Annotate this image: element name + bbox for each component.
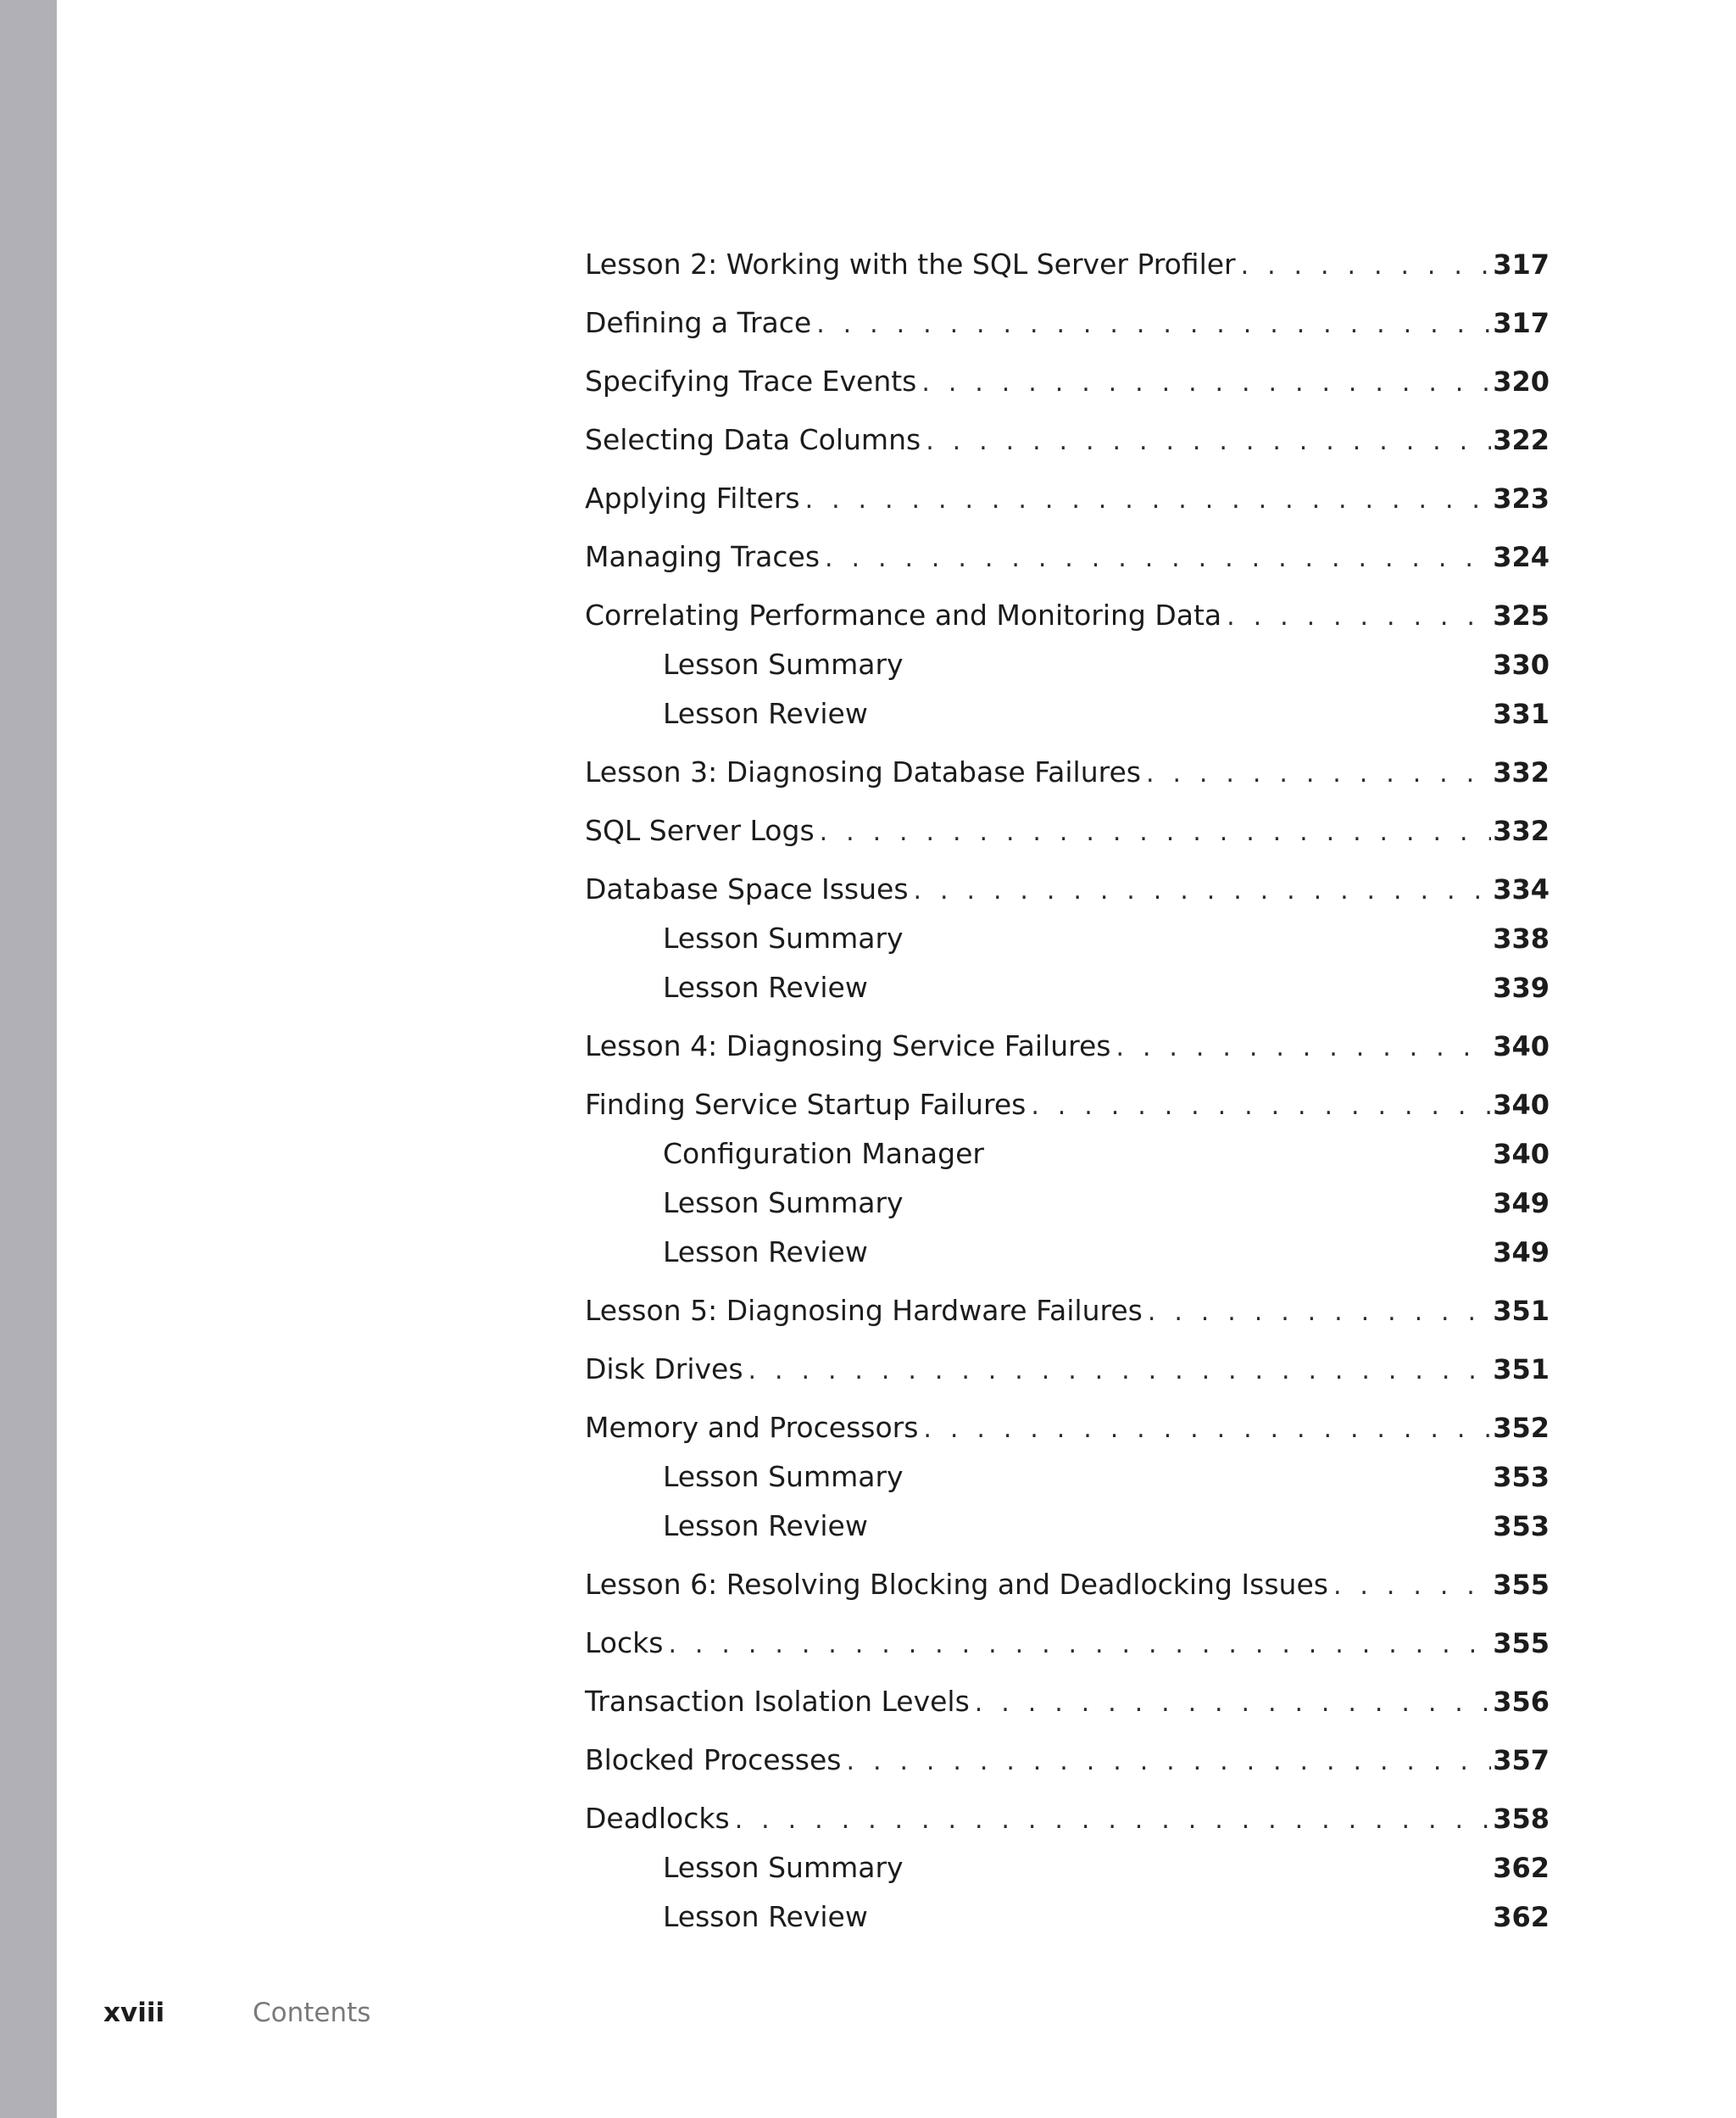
toc-entry-title: Memory and Processors bbox=[585, 1411, 919, 1444]
toc-entry-page: 317 bbox=[1493, 248, 1550, 281]
toc-entry-title: Lesson 5: Diagnosing Hardware Failures bbox=[585, 1294, 1143, 1327]
toc-entry-page: 353 bbox=[1493, 1510, 1550, 1542]
dot-leader bbox=[816, 308, 1491, 342]
toc-entry[interactable] bbox=[585, 1743, 1550, 1777]
toc-entry[interactable] bbox=[585, 1235, 1550, 1269]
toc-entry[interactable] bbox=[585, 814, 1550, 848]
toc-entry-page: 330 bbox=[1493, 649, 1550, 681]
toc-entry-title: Lesson Review bbox=[663, 697, 868, 730]
toc-entry-title: Lesson Review bbox=[663, 1235, 868, 1268]
toc-entry-title: Database Space Issues bbox=[585, 872, 909, 906]
toc-entry[interactable] bbox=[585, 1802, 1550, 1836]
dot-leader bbox=[748, 1354, 1492, 1388]
toc-entry-page: 362 bbox=[1493, 1852, 1550, 1884]
toc-entry-title: Lesson 4: Diagnosing Service Failures bbox=[585, 1029, 1111, 1062]
toc-entry-page: 320 bbox=[1493, 365, 1550, 398]
toc-entry-title: Lesson Summary bbox=[663, 1460, 904, 1493]
toc-entry-page: 324 bbox=[1493, 541, 1550, 573]
toc-entry-page: 331 bbox=[1493, 698, 1550, 730]
toc-entry-page: 340 bbox=[1493, 1089, 1550, 1121]
toc-entry[interactable] bbox=[585, 1294, 1550, 1328]
footer-section-label: Contents bbox=[253, 1998, 371, 2028]
toc-entry-page: 322 bbox=[1493, 424, 1550, 456]
toc-entry-title: Managing Traces bbox=[585, 540, 821, 573]
toc-entry-title: Defining a Trace bbox=[585, 306, 812, 339]
toc-entry[interactable] bbox=[585, 599, 1550, 633]
toc-entry-page: 355 bbox=[1493, 1627, 1550, 1659]
dot-leader bbox=[668, 1628, 1491, 1662]
toc-entry[interactable] bbox=[585, 648, 1550, 682]
toc-entry[interactable] bbox=[585, 922, 1550, 956]
toc-entry[interactable] bbox=[585, 482, 1550, 516]
toc-entry[interactable] bbox=[585, 423, 1550, 457]
toc-entry-title: Lesson Summary bbox=[663, 648, 904, 681]
toc-entry[interactable] bbox=[585, 697, 1550, 731]
dot-leader bbox=[805, 483, 1492, 517]
toc-entry-title: Applying Filters bbox=[585, 482, 800, 515]
footer-page-number: xviii bbox=[103, 1998, 165, 2028]
toc-entry[interactable] bbox=[585, 1352, 1550, 1386]
dot-leader bbox=[1227, 600, 1491, 634]
toc-entry-page: 323 bbox=[1493, 482, 1550, 515]
toc-entry[interactable] bbox=[585, 1460, 1550, 1494]
toc-entry[interactable] bbox=[585, 1626, 1550, 1660]
dot-leader bbox=[735, 1803, 1492, 1837]
toc-entry-page: 355 bbox=[1493, 1569, 1550, 1601]
toc-entry[interactable] bbox=[585, 1685, 1550, 1719]
toc-entry-page: 340 bbox=[1493, 1030, 1550, 1062]
toc-entry-page: 351 bbox=[1493, 1353, 1550, 1385]
toc-entry-title: SQL Server Logs bbox=[585, 814, 815, 847]
toc-entry-page: 358 bbox=[1493, 1803, 1550, 1835]
toc-entry-page: 362 bbox=[1493, 1901, 1550, 1933]
toc-entry[interactable] bbox=[585, 1568, 1550, 1602]
toc-entry-page: 317 bbox=[1493, 307, 1550, 339]
left-margin-band bbox=[0, 0, 57, 2118]
toc-entry[interactable] bbox=[585, 971, 1550, 1005]
toc-entry[interactable] bbox=[585, 1509, 1550, 1543]
dot-leader bbox=[1333, 1569, 1491, 1603]
toc-entry-page: 334 bbox=[1493, 873, 1550, 906]
toc-entry-title: Lesson Review bbox=[663, 1900, 868, 1933]
toc-entry-title: Disk Drives bbox=[585, 1352, 743, 1385]
toc-entry-title: Lesson Summary bbox=[663, 1851, 904, 1884]
toc-entry-title: Lesson Summary bbox=[663, 1186, 904, 1219]
toc-entry-page: 349 bbox=[1493, 1187, 1550, 1219]
dot-leader bbox=[921, 366, 1491, 400]
toc-entry-page: 352 bbox=[1493, 1412, 1550, 1444]
dot-leader bbox=[975, 1686, 1491, 1720]
dot-leader bbox=[820, 816, 1492, 850]
toc-entry-page: 339 bbox=[1493, 972, 1550, 1004]
toc-entry-title: Deadlocks bbox=[585, 1802, 730, 1835]
toc-entry-page: 357 bbox=[1493, 1744, 1550, 1776]
toc-entry[interactable] bbox=[585, 872, 1550, 906]
dot-leader bbox=[847, 1745, 1492, 1779]
toc-entry[interactable] bbox=[585, 755, 1550, 789]
toc-entry-page: 351 bbox=[1493, 1295, 1550, 1327]
toc-entry-title: Lesson 6: Resolving Blocking and Deadlocking Issues bbox=[585, 1568, 1328, 1601]
dot-leader bbox=[825, 542, 1491, 576]
dot-leader bbox=[1116, 1031, 1491, 1065]
toc-entry[interactable] bbox=[585, 1029, 1550, 1063]
dot-leader bbox=[926, 425, 1491, 459]
toc-entry-page: 325 bbox=[1493, 599, 1550, 632]
toc-entry[interactable] bbox=[585, 1088, 1550, 1122]
table-of-contents bbox=[585, 248, 1550, 1934]
toc-entry-title: Lesson 3: Diagnosing Database Failures bbox=[585, 755, 1141, 789]
toc-entry[interactable] bbox=[585, 248, 1550, 281]
dot-leader bbox=[1241, 249, 1492, 283]
toc-entry-title: Locks bbox=[585, 1626, 664, 1659]
toc-entry[interactable] bbox=[585, 1900, 1550, 1934]
dot-leader bbox=[1148, 1296, 1491, 1329]
toc-entry[interactable] bbox=[585, 1137, 1550, 1171]
toc-entry[interactable] bbox=[585, 365, 1550, 399]
toc-entry-page: 338 bbox=[1493, 922, 1550, 955]
dot-leader bbox=[923, 1413, 1491, 1446]
toc-entry-title: Lesson 2: Working with the SQL Server Profiler bbox=[585, 248, 1236, 281]
toc-entry-page: 332 bbox=[1493, 815, 1550, 847]
toc-entry-page: 332 bbox=[1493, 756, 1550, 789]
toc-entry-page: 356 bbox=[1493, 1686, 1550, 1718]
toc-entry-title: Configuration Manager bbox=[663, 1137, 984, 1170]
toc-entry-page: 340 bbox=[1493, 1138, 1550, 1170]
toc-entry-title: Lesson Summary bbox=[663, 922, 904, 955]
toc-entry-page: 353 bbox=[1493, 1461, 1550, 1493]
toc-entry-title: Selecting Data Columns bbox=[585, 423, 921, 456]
toc-entry[interactable] bbox=[585, 540, 1550, 574]
toc-entry[interactable] bbox=[585, 1411, 1550, 1445]
toc-entry-title: Correlating Performance and Monitoring Data bbox=[585, 599, 1222, 632]
toc-entry-title: Finding Service Startup Failures bbox=[585, 1088, 1027, 1121]
toc-entry-title: Lesson Review bbox=[663, 971, 868, 1004]
toc-entry[interactable] bbox=[585, 1186, 1550, 1220]
toc-entry-title: Blocked Processes bbox=[585, 1743, 842, 1776]
toc-entry[interactable] bbox=[585, 1851, 1550, 1885]
toc-entry-title: Lesson Review bbox=[663, 1509, 868, 1542]
dot-leader bbox=[914, 874, 1492, 908]
dot-leader bbox=[1146, 757, 1491, 791]
toc-entry-page: 349 bbox=[1493, 1236, 1550, 1268]
toc-entry-title: Transaction Isolation Levels bbox=[585, 1685, 970, 1718]
toc-entry-title: Specifying Trace Events bbox=[585, 365, 917, 398]
toc-entry[interactable] bbox=[585, 306, 1550, 340]
dot-leader bbox=[1031, 1090, 1491, 1123]
